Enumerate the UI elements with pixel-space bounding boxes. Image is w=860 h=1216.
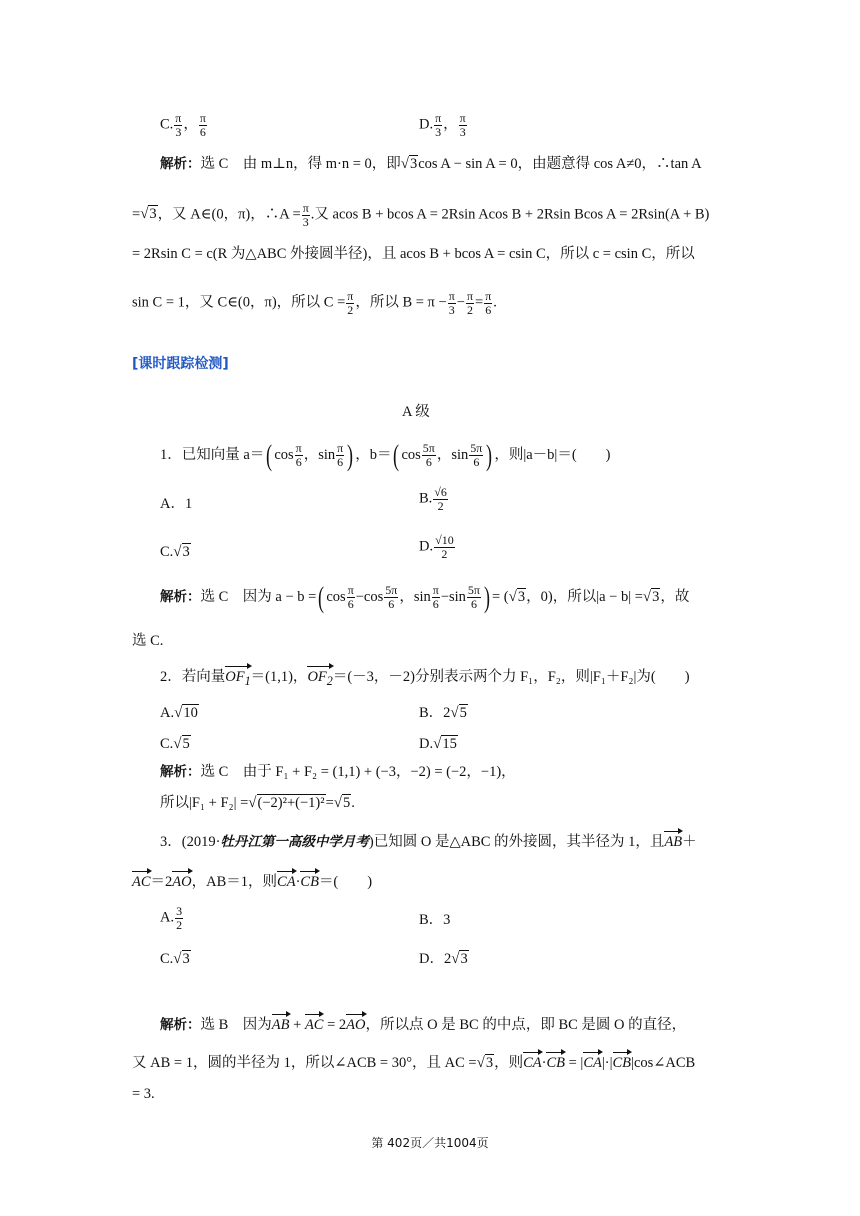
question-2: 2．若向量$OF_1=(1,1)$，$OF_2=(-3$，－2)分别表示两个力 F₁，F₂，则|F₁＋F₂|为( ) xyxy=(160,669,690,688)
solution-line-2: =√3，又 A∈(0，π)，∴A = $\frac{\pi}{3}$ .又 acos B + bcos A = 2Rsin Acos B + 2Rsin Bcos A = 2Rsin(A + B) xyxy=(132,201,710,229)
q2-option-c: C.√5 xyxy=(160,736,190,752)
q3-option-a: A. $\frac{3}{2}$ xyxy=(160,904,183,932)
q3-option-c: C.√3 xyxy=(160,951,190,967)
q1-option-c: C.√3 xyxy=(160,544,190,560)
q3-solution-end: = 3. xyxy=(132,1086,155,1102)
option-d-prev: D. $\frac{\pi}{3}$ ， $\frac{\pi}{3}$ xyxy=(419,111,466,139)
q1-solution-end: 选 C. xyxy=(132,633,164,649)
section-title: [课时跟踪检测] xyxy=(132,356,229,372)
question-source: 牡丹江第一高级中学月考 xyxy=(220,834,369,850)
q2-solution: 解析：选 C 由于 F₁ + F₂ = (1,1) + (−3，−2) = (−2，−1)， xyxy=(160,764,516,780)
q3-option-b: B．3 xyxy=(419,912,451,928)
solution-line-1: 解析：选 C 由 m⊥n，得 m·n = 0，即√3cos A − sin A = 0，由题意得 cos A≠0，∴tan A xyxy=(160,156,702,172)
q3-solution: 解析：选 B 因为AB + AC = 2AO，所以点 O 是 BC 的中点，即 BC 是圆 O 的直径， xyxy=(160,1017,687,1033)
solution-line-4: sin C = 1，又 C∈(0，π)，所以 C = $\frac{\pi}{2}$ ，所以 B = π − $\frac{\pi}{3}$ − $\frac{\pi}{2}$ = $\frac{\pi}{6}$ . xyxy=(132,289,497,317)
q2-option-b: B．2√5 xyxy=(419,705,467,721)
q3-solution-2: 又 AB = 1，圆的半径为 1，所以∠ACB = 30°，且 AC =√3，则CA·CB = |CA|·|CB|cos∠ACB xyxy=(132,1055,696,1071)
q1-option-d: D. $\frac{√10}{2}$ xyxy=(419,533,454,561)
level-heading: A 级 xyxy=(402,404,430,420)
solution-line-3: = 2Rsin C = c(R 为△ABC 外接圆半径)，且 acos B + bcos A = csin C，所以 c = csin C，所以 xyxy=(132,246,695,262)
option-c-prev: C. $\frac{\pi}{3}$ ， $\frac{\pi}{6}$ xyxy=(160,111,206,139)
question-3-cont: AC＝2AO，AB＝1，则CA·CB＝( ) xyxy=(132,874,373,890)
question-1: 1．已知向量 a＝( cos $\frac{\pi}{6}$ ，sin $\frac{\pi}{6}$ ) ，b＝( cos $\frac{5\pi}{6}$ ，sin $\frac{5\pi}{6}$ ) ，则|a－b|＝( ) xyxy=(160,439,611,472)
page-footer: 第 402页／共1004页 xyxy=(371,1136,489,1150)
q3-option-d: D．2√3 xyxy=(419,951,468,967)
q2-solution-2: 所以|F₁ + F₂| =√(−2)²+(−1)²=√5. xyxy=(160,795,355,811)
question-3: 3．(2019·牡丹江第一高级中学月考)已知圆 O 是△ABC 的外接圆，其半径为 1，且AB＋ xyxy=(160,834,697,850)
q2-option-d: D.√15 xyxy=(419,736,457,752)
q1-option-a: A．1 xyxy=(160,496,193,512)
q1-solution: 解析：选 C 因为 a − b =( cos $\frac{\pi}{6}$ −cos $\frac{5\pi}{6}$ ，sin $\frac{\pi}{6}$ −sin $\frac{5\pi}{6}$ ) = (√3，0)，所以|a − b| =√3，故 xyxy=(160,581,690,614)
q2-option-a: A.√10 xyxy=(160,705,198,721)
q1-option-b: B. $\frac{√6}{2}$ xyxy=(419,485,447,513)
